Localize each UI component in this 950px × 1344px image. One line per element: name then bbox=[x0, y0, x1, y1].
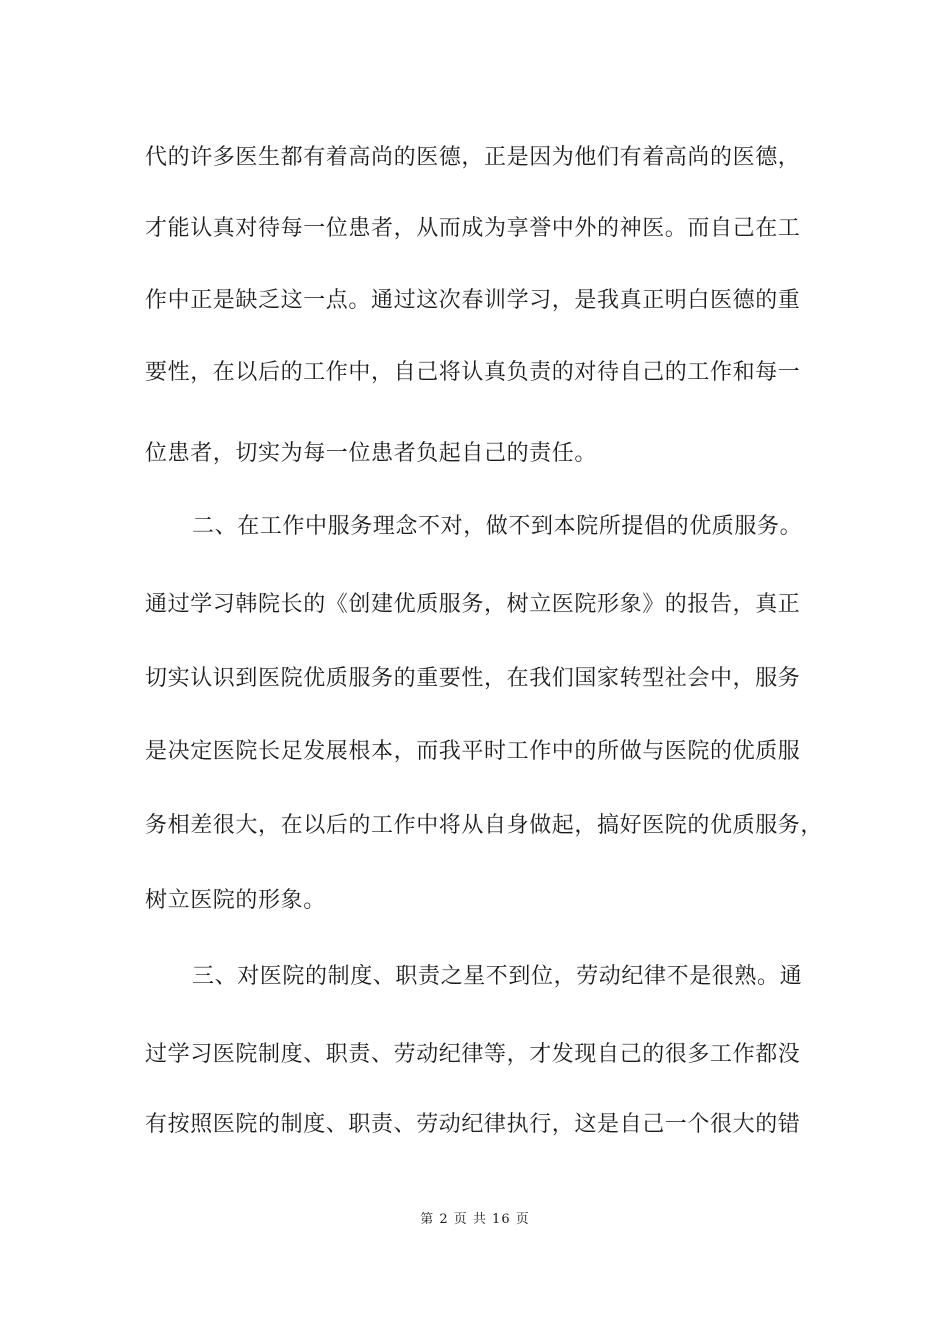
section-heading-3: 三、对医院的制度、职责之星不到位，劳动纪律不是很熟。通 bbox=[192, 964, 803, 989]
text-line: 过学习医院制度、职责、劳动纪律等，才发现自己的很多工作都没 bbox=[145, 1042, 801, 1067]
text-line: 作中正是缺乏这一点。通过这次春训学习，是我真正明白医德的重 bbox=[145, 288, 801, 313]
text-line: 要性，在以后的工作中，自己将认真负责的对待自己的工作和每一 bbox=[145, 360, 801, 385]
section-heading-2: 二、在工作中服务理念不对，做不到本院所提倡的优质服务。 bbox=[192, 514, 803, 539]
text-line: 通过学习韩院长的《创建优质服务，树立医院形象》的报告，真正 bbox=[145, 592, 801, 617]
text-line: 是决定医院长足发展根本，而我平时工作中的所做与医院的优质服 bbox=[145, 739, 801, 764]
text-line: 树立医院的形象。 bbox=[145, 888, 326, 913]
text-line: 务相差很大，在以后的工作中将从自身做起，搞好医院的优质服务， bbox=[145, 813, 824, 838]
text-line: 代的许多医生都有着高尚的医德，正是因为他们有着高尚的医德， bbox=[145, 145, 801, 170]
page-number-footer: 第 2 页 共 16 页 bbox=[420, 1212, 530, 1227]
text-line: 才能认真对待每一位患者，从而成为享誉中外的神医。而自己在工 bbox=[145, 216, 801, 241]
text-line: 位患者，切实为每一位患者负起自己的责任。 bbox=[145, 441, 598, 466]
text-line: 有按照医院的制度、职责、劳动纪律执行，这是自己一个很大的错 bbox=[145, 1112, 801, 1137]
text-line: 切实认识到医院优质服务的重要性，在我们国家转型社会中，服务 bbox=[145, 666, 801, 691]
